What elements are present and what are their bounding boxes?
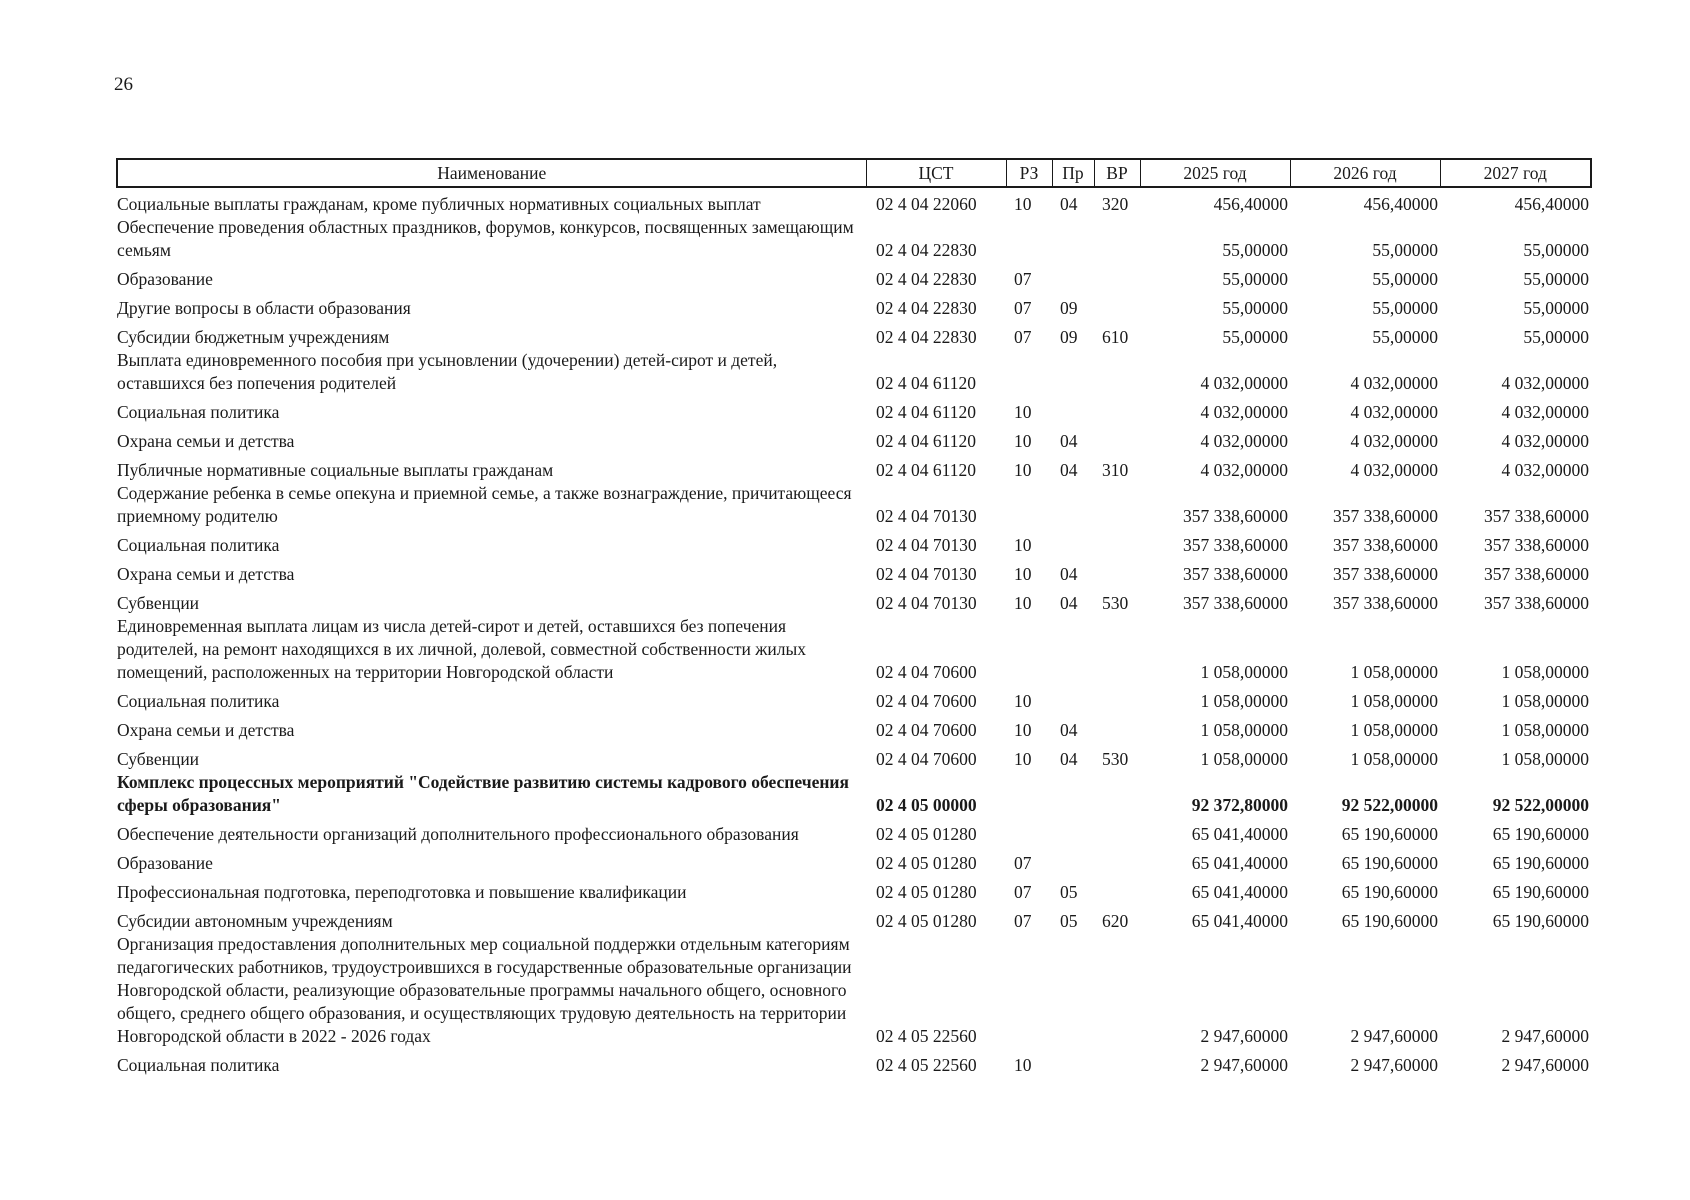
row-value-2026: 1 058,00000 [1350,749,1438,769]
row-value-2027: 1 058,00000 [1501,691,1589,711]
row-value-2026: 55,00000 [1372,240,1438,260]
row-pr: 04 [1060,564,1078,584]
table-body [117,187,1591,1077]
row-vr [1094,771,1140,817]
row-rz [1006,771,1052,817]
row-value-2025: 4 032,00000 [1200,373,1288,393]
row-cst: 02 4 05 22560 [876,1055,977,1075]
row-value-2025: 1 058,00000 [1200,749,1288,769]
row-pr [1052,684,1094,713]
row-name: Субсидии бюджетным учреждениям [117,327,390,347]
row-name: Профессиональная подготовка, переподготовка и повышение квалификации [117,882,687,902]
row-value-2025: 55,00000 [1222,298,1288,318]
row-value-2026: 4 032,00000 [1350,460,1438,480]
row-value-2025: 4 032,00000 [1200,460,1288,480]
row-value-2026: 1 058,00000 [1350,691,1438,711]
row-pr [1052,216,1094,262]
row-name: Охрана семьи и детства [117,564,295,584]
row-pr: 04 [1060,749,1078,769]
row-name: Социальная политика [117,691,280,711]
row-cst: 02 4 04 61120 [876,431,976,451]
row-value-2027: 65 190,60000 [1492,911,1589,931]
row-value-2025: 4 032,00000 [1200,431,1288,451]
row-rz: 07 [1014,327,1032,347]
row-name: Единовременная выплата лицам из числа детей-сирот и детей, оставшихся без попечения родителей, на ремонт находящихся в их личной, долевой, совместной собственности жилых помещений, расположенных на территории Новгородской области [117,616,806,682]
row-value-2027: 2 947,60000 [1501,1026,1589,1046]
table-row [117,684,1591,713]
row-pr [1052,1048,1094,1077]
row-value-2025: 65 041,40000 [1191,853,1288,873]
row-cst: 02 4 05 01280 [876,824,977,844]
table-row [117,557,1591,586]
row-vr [1094,216,1140,262]
row-value-2026: 357 338,60000 [1333,506,1438,526]
table-row [117,320,1591,349]
row-cst: 02 4 04 70600 [876,662,977,682]
row-value-2026: 55,00000 [1372,327,1438,347]
row-value-2025: 2 947,60000 [1200,1055,1288,1075]
row-rz: 10 [1014,460,1032,480]
row-pr: 05 [1060,882,1078,902]
row-pr: 09 [1060,298,1078,318]
row-value-2026: 1 058,00000 [1350,720,1438,740]
row-value-2027: 92 522,00000 [1492,795,1589,815]
row-cst: 02 4 04 70600 [876,691,977,711]
row-name: Социальная политика [117,535,280,555]
row-name: Другие вопросы в области образования [117,298,411,318]
row-value-2026: 65 190,60000 [1341,824,1438,844]
row-vr: 610 [1102,327,1129,347]
row-name: Комплекс процессных мероприятий "Содействие развитию системы кадрового обеспечения сферы образования" [117,772,849,815]
row-rz [1006,349,1052,395]
row-pr: 04 [1060,593,1078,613]
header-rz: РЗ [1006,159,1052,187]
row-cst: 02 4 04 70130 [876,506,977,526]
budget-table [116,158,1592,1077]
row-rz: 10 [1014,535,1032,555]
row-vr: 320 [1102,194,1129,214]
table-row [117,216,1591,262]
row-value-2025: 55,00000 [1222,327,1288,347]
table-row [117,742,1591,771]
header-cst: ЦСТ [866,159,1006,187]
row-value-2026: 4 032,00000 [1350,402,1438,422]
row-value-2026: 1 058,00000 [1350,662,1438,682]
row-value-2027: 65 190,60000 [1492,853,1589,873]
header-row [117,159,1591,187]
row-value-2027: 2 947,60000 [1501,1055,1589,1075]
row-rz: 07 [1014,298,1032,318]
row-value-2025: 55,00000 [1222,240,1288,260]
row-rz [1006,615,1052,684]
row-value-2027: 4 032,00000 [1501,373,1589,393]
row-value-2027: 4 032,00000 [1501,431,1589,451]
row-name: Социальные выплаты гражданам, кроме публичных нормативных социальных выплат [117,194,761,214]
row-value-2027: 357 338,60000 [1484,535,1589,555]
row-vr: 310 [1102,460,1129,480]
row-value-2025: 456,40000 [1213,194,1288,214]
row-value-2025: 4 032,00000 [1200,402,1288,422]
row-cst: 02 4 04 70130 [876,564,977,584]
row-vr [1094,846,1140,875]
row-value-2025: 2 947,60000 [1200,1026,1288,1046]
row-value-2027: 55,00000 [1523,298,1589,318]
row-vr: 530 [1102,593,1129,613]
row-value-2026: 4 032,00000 [1350,373,1438,393]
row-rz: 10 [1014,593,1032,613]
table-row [117,291,1591,320]
row-name: Образование [117,853,213,873]
row-pr [1052,262,1094,291]
row-value-2027: 55,00000 [1523,240,1589,260]
table-row [117,1048,1591,1077]
row-value-2025: 357 338,60000 [1183,506,1288,526]
row-rz: 10 [1014,749,1032,769]
row-cst: 02 4 05 22560 [876,1026,977,1046]
row-name: Охрана семьи и детства [117,720,295,740]
row-rz: 10 [1014,1055,1032,1075]
row-name: Субвенции [117,593,200,613]
row-value-2027: 1 058,00000 [1501,749,1589,769]
row-pr: 04 [1060,431,1078,451]
row-pr [1052,933,1094,1048]
row-value-2027: 4 032,00000 [1501,402,1589,422]
row-cst: 02 4 05 01280 [876,853,977,873]
table-row [117,482,1591,528]
table-row [117,395,1591,424]
row-rz: 10 [1014,564,1032,584]
row-value-2025: 357 338,60000 [1183,535,1288,555]
row-value-2026: 92 522,00000 [1341,795,1438,815]
table-row [117,904,1591,933]
row-vr [1094,424,1140,453]
row-vr: 620 [1102,911,1129,931]
row-name: Социальная политика [117,402,280,422]
row-value-2026: 65 190,60000 [1341,853,1438,873]
header-name: Наименование [117,159,866,187]
row-cst: 02 4 04 22830 [876,269,977,289]
row-vr [1094,262,1140,291]
row-value-2025: 65 041,40000 [1191,911,1288,931]
row-value-2026: 55,00000 [1372,269,1438,289]
row-vr [1094,684,1140,713]
row-value-2027: 65 190,60000 [1492,882,1589,902]
row-rz [1006,482,1052,528]
table-row [117,615,1591,684]
table-row [117,528,1591,557]
row-value-2026: 2 947,60000 [1350,1026,1438,1046]
row-value-2027: 357 338,60000 [1484,506,1589,526]
table-row [117,817,1591,846]
row-cst: 02 4 04 22830 [876,327,977,347]
row-rz [1006,933,1052,1048]
row-vr [1094,349,1140,395]
row-name: Охрана семьи и детства [117,431,295,451]
row-name: Субсидии автономным учреждениям [117,911,393,931]
header-vr: ВР [1094,159,1140,187]
row-name: Образование [117,269,213,289]
row-vr [1094,291,1140,320]
table-row [117,713,1591,742]
row-vr [1094,1048,1140,1077]
row-cst: 02 4 04 22830 [876,298,977,318]
row-rz: 10 [1014,194,1032,214]
table-row [117,933,1591,1048]
row-rz [1006,817,1052,846]
row-vr [1094,528,1140,557]
table-row [117,349,1591,395]
row-value-2026: 55,00000 [1372,298,1438,318]
row-value-2025: 1 058,00000 [1200,662,1288,682]
row-value-2025: 65 041,40000 [1191,824,1288,844]
table-row [117,846,1591,875]
row-value-2025: 1 058,00000 [1200,720,1288,740]
header-2027: 2027 год [1440,159,1591,187]
row-value-2026: 65 190,60000 [1341,911,1438,931]
row-name: Обеспечение деятельности организаций дополнительного профессионального образования [117,824,799,844]
row-pr: 09 [1060,327,1078,347]
row-cst: 02 4 04 70130 [876,535,977,555]
row-name: Субвенции [117,749,200,769]
row-vr [1094,395,1140,424]
row-pr: 04 [1060,194,1078,214]
row-pr [1052,615,1094,684]
row-value-2027: 456,40000 [1514,194,1589,214]
row-value-2027: 1 058,00000 [1501,720,1589,740]
row-cst: 02 4 04 22830 [876,240,977,260]
row-rz: 07 [1014,911,1032,931]
row-rz: 10 [1014,720,1032,740]
row-vr [1094,557,1140,586]
table-row [117,771,1591,817]
row-pr [1052,395,1094,424]
row-value-2025: 92 372,80000 [1191,795,1288,815]
row-value-2027: 357 338,60000 [1484,564,1589,584]
row-pr: 04 [1060,720,1078,740]
row-rz: 10 [1014,402,1032,422]
header-pr: Пр [1052,159,1094,187]
row-rz: 10 [1014,691,1032,711]
row-cst: 02 4 05 01280 [876,882,977,902]
row-rz: 07 [1014,882,1032,902]
row-cst: 02 4 04 70130 [876,593,977,613]
row-cst: 02 4 04 61120 [876,402,976,422]
row-cst: 02 4 04 70600 [876,749,977,769]
row-pr [1052,528,1094,557]
row-vr [1094,615,1140,684]
row-rz: 10 [1014,431,1032,451]
row-cst: 02 4 04 61120 [876,373,976,393]
row-cst: 02 4 04 22060 [876,194,977,214]
row-value-2027: 65 190,60000 [1492,824,1589,844]
row-name: Социальная политика [117,1055,280,1075]
row-name: Организация предоставления дополнительных мер социальной поддержки отдельным категориям педагогических работников, трудоустроившихся в государственные образовательные организации Новгородской области, реализующие образовательные программы начального общего, основного общего, среднего общего образования, и осуществляющих трудовую деятельность на территории Новгородской области в 2022 - 2026 годах [117,934,852,1046]
row-rz [1006,216,1052,262]
row-value-2025: 1 058,00000 [1200,691,1288,711]
row-vr [1094,817,1140,846]
row-cst: 02 4 04 70600 [876,720,977,740]
row-value-2027: 4 032,00000 [1501,460,1589,480]
row-value-2027: 1 058,00000 [1501,662,1589,682]
row-pr [1052,846,1094,875]
row-name: Обеспечение проведения областных праздников, форумов, конкурсов, посвященных замещающим семьям [117,217,854,260]
row-vr [1094,713,1140,742]
row-cst: 02 4 05 01280 [876,911,977,931]
row-name: Содержание ребенка в семье опекуна и приемной семье, а также вознаграждение, причитающееся приемному родителю [117,483,852,526]
row-value-2025: 357 338,60000 [1183,593,1288,613]
row-vr [1094,482,1140,528]
row-value-2027: 55,00000 [1523,269,1589,289]
table-row [117,453,1591,482]
row-vr: 530 [1102,749,1129,769]
table-header [117,159,1591,187]
row-value-2026: 456,40000 [1363,194,1438,214]
table-row [117,187,1591,216]
row-name: Выплата единовременного пособия при усыновлении (удочерении) детей-сирот и детей, оставшихся без попечения родителей [117,350,778,393]
table-row [117,424,1591,453]
row-pr [1052,482,1094,528]
row-name: Публичные нормативные социальные выплаты гражданам [117,460,554,480]
page-number: 26 [114,74,133,95]
row-value-2025: 357 338,60000 [1183,564,1288,584]
row-vr [1094,933,1140,1048]
row-vr [1094,875,1140,904]
table-row [117,875,1591,904]
row-value-2026: 357 338,60000 [1333,593,1438,613]
row-pr: 04 [1060,460,1078,480]
row-value-2026: 2 947,60000 [1350,1055,1438,1075]
header-2025: 2025 год [1140,159,1290,187]
row-value-2027: 357 338,60000 [1484,593,1589,613]
table-row [117,586,1591,615]
row-cst: 02 4 04 61120 [876,460,976,480]
row-rz: 07 [1014,853,1032,873]
row-rz: 07 [1014,269,1032,289]
row-value-2025: 65 041,40000 [1191,882,1288,902]
row-value-2027: 55,00000 [1523,327,1589,347]
row-value-2026: 65 190,60000 [1341,882,1438,902]
row-pr [1052,349,1094,395]
table-row [117,262,1591,291]
row-value-2026: 357 338,60000 [1333,535,1438,555]
row-pr [1052,771,1094,817]
row-cst: 02 4 05 00000 [876,795,977,815]
row-value-2026: 357 338,60000 [1333,564,1438,584]
header-2026: 2026 год [1290,159,1440,187]
row-value-2026: 4 032,00000 [1350,431,1438,451]
row-pr [1052,817,1094,846]
row-value-2025: 55,00000 [1222,269,1288,289]
row-pr: 05 [1060,911,1078,931]
